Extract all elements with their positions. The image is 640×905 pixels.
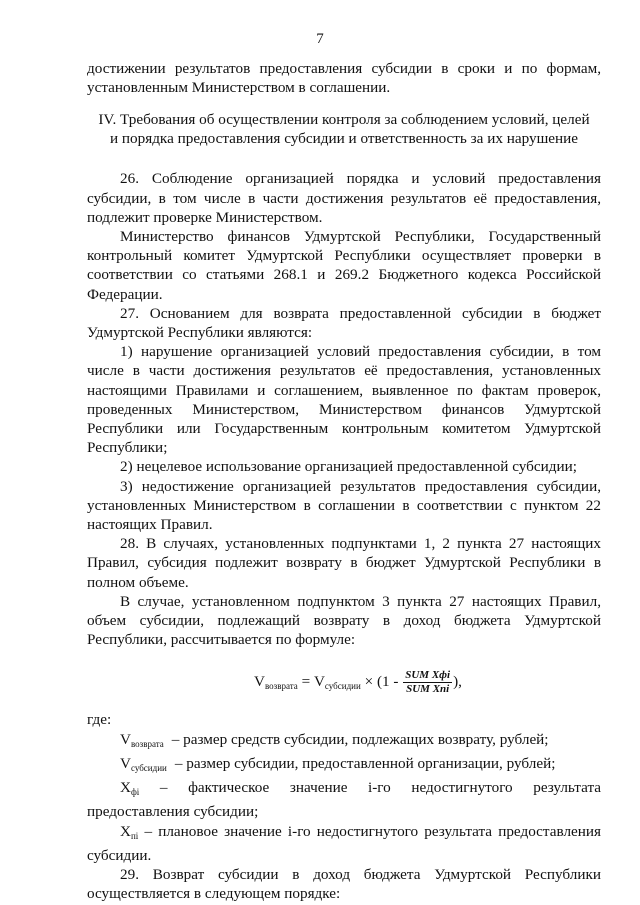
paragraph-28: 28. В случаях, установленных подпунктами 1, 2 пункта 27 настоящих Правил, субсидия подлежит возврату в бюджет Удмуртской Республики в полном объеме. [87,535,601,591]
page-number: 7 [316,31,324,47]
def-symbol: X [120,822,131,840]
definition-v-subsidy [87,754,601,778]
formula-numerator: SUM Xфi [405,668,451,681]
formula-fraction [403,669,452,696]
formula-equals: = [301,672,311,690]
def-sub: возврата [130,738,164,749]
formula-sub-return: возврата [264,680,298,691]
paragraph-29: 29. Возврат субсидии в доход бюджета Удмуртской Республики осуществляется в следующем порядке: [87,865,601,903]
section-heading-line1: IV. Требования об осуществлении контроля за соблюдением условий, целей [98,111,590,129]
paragraph-27-item-3: 3) недостижение организацией результатов предоставления субсидии, установленных Министерством в соглашении в соответствии с пунктом 22 настоящих Правил. [87,477,601,534]
formula-times-open: × (1 - [364,672,399,690]
def-symbol: V [120,754,131,772]
formula-close: ), [453,672,462,690]
paragraph-26: 26. Соблюдение организацией порядка и условий предоставления субсидии, в том числе в части достижения результатов её предоставления, подлежит проверке Министерством. [87,170,601,226]
definition-x-fact [87,778,601,821]
def-sub: пi [130,830,139,841]
def-text: – фактическое значение i-го недостигнутого результата предоставления субсидии; [87,779,602,821]
formula-denominator: SUM Xпi [406,682,450,695]
paragraph-27: 27. Основанием для возврата предоставленной субсидии в бюджет Удмуртской Республики являются: [87,304,601,342]
continuation-text: достижении результатов предоставления субсидии в сроки и по формам, установленным Министерством в соглашении. [87,60,601,97]
paragraph-27-item-1: 1) нарушение организацией условий предоставления субсидии, в том числе в части достижения результатов её предоставления, установленных настоящими Правилами и соглашением, выявленное по фактам проверок, проведенных Министерством, Министерством финансов Удмуртской Республики или Государственным контрольным комитетом Удмуртской Республики; [87,343,601,457]
section-heading [87,110,601,148]
where-label: где: [87,711,112,729]
def-symbol: X [120,779,131,797]
def-symbol: V [120,730,131,748]
def-sub: фi [130,787,140,798]
definition-x-plan [87,822,601,865]
document-body [87,59,601,903]
paragraph-28-formula-intro: В случае, установленном подпунктом 3 пункта 27 настоящих Правил, объем субсидии, подлежащий возврату в доход бюджета Удмуртской Республики, рассчитывается по формуле: [87,592,601,649]
def-text: – плановое значение i-го недостигнутого результата предоставления субсидии. [87,822,602,864]
paragraph-27-item-2: 2) нецелевое использование организацией предоставленной субсидии; [120,458,577,476]
def-text: – размер субсидии, предоставленной организации, рублей; [174,754,556,772]
formula-expression [254,669,462,696]
formula-v-return: V [254,672,265,690]
definition-v-return [87,730,601,754]
section-heading-line2: и порядка предоставления субсидии и ответственность за их нарушение [109,130,579,148]
def-sub: субсидии [130,762,167,773]
formula-v-subsidy: V [313,672,325,690]
def-text: – размер средств субсидии, подлежащих возврату, рублей; [171,730,549,748]
paragraph-26-checks: Министерство финансов Удмуртской Республики, Государственный контрольный комитет Удмуртской Республики осуществляет проверки в соответствии со статьями 268.1 и 269.2 Бюджетного кодекса Российской Федерации. [87,228,601,303]
formula-sub-subsidy: субсидии [324,680,361,691]
refund-formula [115,662,601,702]
